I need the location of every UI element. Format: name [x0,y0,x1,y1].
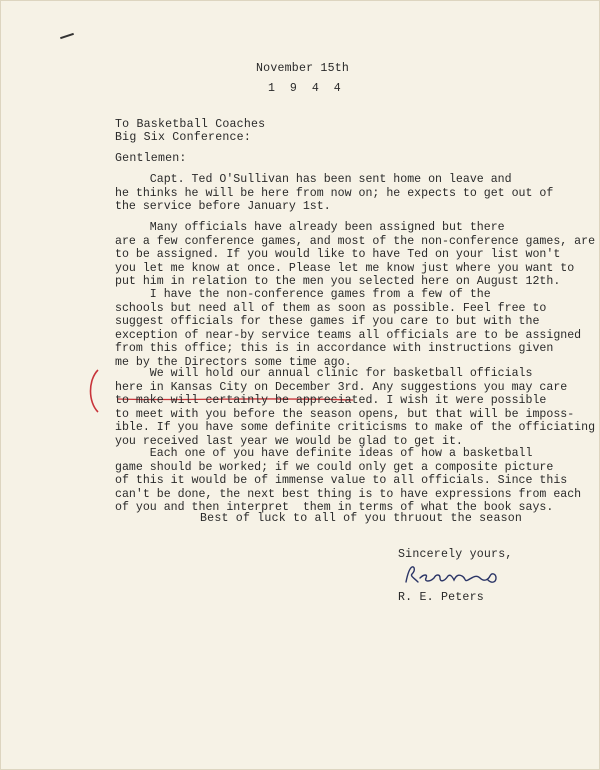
pencil-tick-mark [60,33,74,39]
salutation: Gentlemen: [115,152,187,165]
paragraph-line: Capt. Ted O'Sullivan has been sent home on leave and [115,173,512,186]
paragraph-line: to make will certainly be appreciated. I wish it were possible [115,394,547,407]
paragraph-line: he thinks he will be here from now on; he expects to get out of [115,186,554,200]
paragraph-line: We will hold our annual clinic for basketball officials [115,367,533,380]
paragraph-line: of this it would be of immense value to all officials. Since this [115,474,568,487]
letter-date: November 15th [256,62,350,75]
red-margin-bracket [84,368,102,414]
paragraph-line: you let me know at once. Please let me know just where you want to [115,261,575,275]
paragraph-line: game should be worked; if we could only get a composite picture [115,460,554,474]
handwritten-signature [400,562,510,588]
paragraph-5 [115,447,582,515]
paragraph-line: are a few conference games, and most of the non-conference games, are [115,234,596,248]
recipient-line-1: To Basketball Coaches [115,118,266,131]
paragraph-line: from this office; this is in accordance with instructions given [115,342,554,355]
signer-name: R. E. Peters [398,591,484,604]
paragraph-line: ible. If you have some definite criticisms to make of the officiating [115,421,596,434]
closing-line: Best of luck to all of you thruout the season [200,512,523,525]
paragraph-line: put him in relation to the men you selected here on August 12th. [115,275,561,288]
paragraph-1 [115,173,575,214]
paragraph-2 [115,221,596,289]
recipient-line-2: Big Six Conference: [115,131,251,144]
paragraph-line: to meet with you before the season opens, but that will be imposs- [115,407,575,421]
paragraph-line: I have the non-conference games from a few of the [115,288,491,301]
paragraph-line: the service before January 1st. [115,200,331,213]
paragraph-line: Many officials have already been assigned but there [115,221,505,234]
letter-year: 1 9 4 4 [268,82,345,95]
paragraph-line: schools but need all of them as soon as possible. Feel free to [115,301,547,315]
paragraph-line: Each one of you have definite ideas of how a basketball [115,447,533,460]
paragraph-line: can't be done, the next best thing is to have expressions from each [115,487,582,501]
paragraph-line: here in Kansas City on December 3rd. Any suggestions you may care [115,380,568,394]
paragraph-line: of you and then interpret them in terms of what the book says. [115,501,554,514]
paragraph-3 [115,288,582,369]
paragraph-4 [115,367,596,448]
paragraph-line: suggest officials for these games if you care to but with the [115,315,540,328]
paragraph-line: exception of near-by service teams all officials are to be assigned [115,328,582,342]
sign-off: Sincerely yours, [398,548,513,561]
paragraph-line: to be assigned. If you would like to have Ted on your list won't [115,248,561,261]
paragraph-line: you received last year we would be glad to get it. [115,434,463,448]
paragraph-line: me by the Directors some time ago. [115,355,352,369]
